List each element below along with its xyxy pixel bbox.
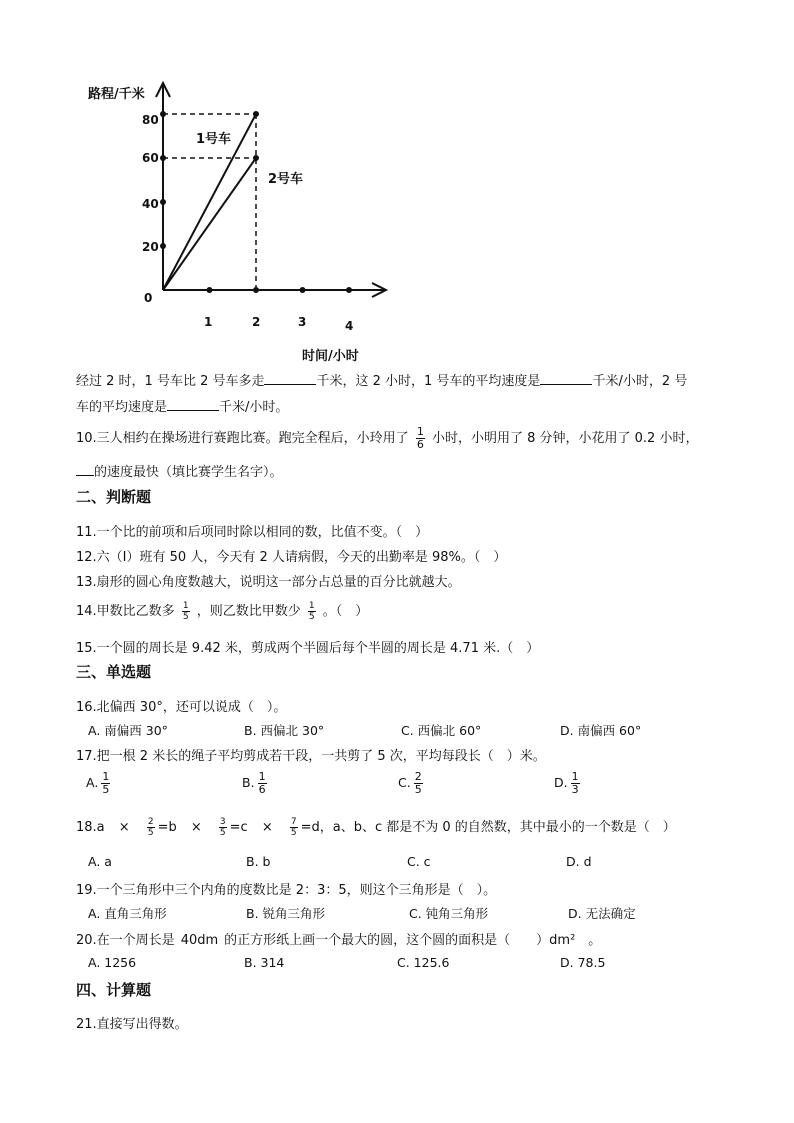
option-c[interactable]: C. $\frac{2}{5}$ [398, 770, 422, 796]
option-a[interactable]: A. a [88, 854, 112, 869]
option-d[interactable]: D. $\frac{1}{3}$ [554, 770, 579, 796]
option-b[interactable]: B. 314 [244, 955, 285, 970]
option-b[interactable]: B. b [246, 854, 271, 869]
fraction: $\frac{3}{5}$ [219, 817, 226, 838]
fraction: $\frac{1}{3}$ [571, 770, 579, 796]
option-c[interactable]: C. 125.6 [397, 955, 450, 970]
question-18: 18.a × $\frac{2}{5}$ =b × $\frac{3}{5}$ =c × $\frac{7}{5}$ =d，a、b、c 都是不为 0 的自然数，其中最小的一个数是（ ） [76, 817, 676, 838]
y-tick-label: 60 [142, 151, 159, 165]
question-15: 15.一个圆的周长是 9.42 米，剪成两个半圆后每个半圆的周长是 4.71 米.（ ） [76, 641, 540, 656]
option-b[interactable]: B. $\frac{1}{6}$ [242, 770, 266, 796]
y-axis-label: 路程/千米 [88, 87, 145, 102]
x-tick-label: 1 [204, 315, 213, 329]
series-line-car2 [163, 158, 256, 290]
x-tick-label: 3 [298, 315, 307, 329]
q10-line1 [76, 426, 698, 451]
fraction: $\frac{1}{6}$ [416, 425, 424, 451]
x-tick-dot [207, 287, 213, 293]
answer-blank[interactable] [264, 370, 316, 385]
option-d[interactable]: D. 78.5 [560, 955, 606, 970]
q10-text-b: 小时，小明用了 8 分钟，小花用了 0.2 小时， [431, 431, 699, 446]
x-tick-label: 2 [252, 315, 261, 329]
q10-text-a: 10.三人相约在操场进行赛跑比赛。跑完全程后，小玲用了 [76, 431, 409, 446]
option-a[interactable]: A. $\frac{1}{5}$ [86, 770, 110, 796]
q9-line2 [76, 396, 288, 415]
question-13: 13.扇形的圆心角度数越大，说明这一部分占总量的百分比就越大。 [76, 575, 461, 590]
fraction: $\frac{1}{5}$ [308, 601, 315, 622]
option-d[interactable]: D. 南偏西 60° [560, 723, 642, 738]
q9-line1 [76, 370, 687, 389]
question-11: 11.一个比的前项和后项同时除以相同的数，比值不变。（ ） [76, 525, 429, 540]
q10-text-c: 的速度最快（填比赛学生名字）。 [94, 465, 283, 480]
y-tick-label: 80 [142, 113, 159, 127]
answer-blank[interactable] [167, 396, 219, 411]
option-b[interactable]: B. 锐角三角形 [246, 906, 326, 921]
question-17: 17.把一根 2 米长的绳子平均剪成若干段，一共剪了 5 次，平均每段长（ ）米。 [76, 749, 546, 764]
q14-text-c: 。（ ） [322, 604, 369, 619]
answer-blank[interactable] [76, 461, 94, 476]
x-tick-dot [346, 287, 352, 293]
q9-text-b: 千米，这 2 小时，1 号车的平均速度是 [316, 374, 541, 389]
option-a[interactable]: A. 1256 [88, 955, 137, 970]
x-tick-dot [300, 287, 306, 293]
section-heading-judgement: 二、判断题 [76, 488, 152, 506]
question-19: 19.一个三角形中三个内角的度数比是 2：3：5，则这个三角形是（ ）。 [76, 883, 497, 898]
answer-blank[interactable] [540, 370, 592, 385]
y-tick-label: 40 [142, 197, 159, 211]
option-d[interactable]: D. d [566, 854, 592, 869]
option-a[interactable]: A. 南偏西 30° [88, 723, 168, 738]
section-heading-calculation: 四、计算题 [76, 981, 152, 999]
option-d[interactable]: D. 无法确定 [568, 906, 636, 921]
question-14 [76, 600, 368, 622]
x-tick-label: 4 [345, 319, 354, 333]
series-label-car2: 2号车 [268, 172, 304, 187]
question-16: 16.北偏西 30°，还可以说成（ ）。 [76, 700, 287, 715]
q9-text-d: 车的平均速度是 [76, 400, 168, 415]
option-c[interactable]: C. 钝角三角形 [409, 906, 489, 921]
question-12: 12.六（I）班有 50 人，今天有 2 人请病假，今天的出勤率是 98%。（ ） [76, 550, 507, 565]
fraction: $\frac{2}{5}$ [147, 817, 154, 838]
x-axis-label: 时间/小时 [302, 349, 359, 364]
question-21: 21.直接写出得数。 [76, 1017, 188, 1032]
fraction: $\frac{1}{6}$ [258, 770, 266, 796]
distance-time-chart [0, 0, 794, 370]
q10-line2 [76, 461, 283, 480]
question-20: 20.在一个周长是 40dm 的正方形纸上画一个最大的圆，这个圆的面积是（ ）dm² 。 [76, 933, 602, 948]
series-label-car1: 1号车 [196, 132, 232, 147]
q14-text-a: 14.甲数比乙数多 [76, 604, 175, 619]
y-tick-dot [160, 243, 166, 249]
q9-text-e: 千米/小时。 [219, 400, 289, 415]
y-tick-dot [160, 199, 166, 205]
fraction: $\frac{1}{5}$ [182, 601, 189, 622]
q14-text-b: ，则乙数比甲数少 [196, 604, 301, 619]
fraction: $\frac{7}{5}$ [290, 817, 297, 838]
fraction: $\frac{1}{5}$ [102, 770, 110, 796]
fraction: $\frac{2}{5}$ [414, 770, 422, 796]
option-a[interactable]: A. 直角三角形 [88, 906, 167, 921]
y-tick-label: 0 [144, 291, 153, 305]
y-tick-label: 20 [142, 240, 159, 254]
option-b[interactable]: B. 西偏北 30° [244, 723, 325, 738]
q9-text-c: 千米/小时，2 号 [592, 374, 688, 389]
option-c[interactable]: C. c [407, 854, 431, 869]
q9-text-a: 经过 2 时，1 号车比 2 号车多走 [76, 374, 265, 389]
section-heading-single-choice: 三、单选题 [76, 663, 152, 681]
option-c[interactable]: C. 西偏北 60° [401, 723, 482, 738]
